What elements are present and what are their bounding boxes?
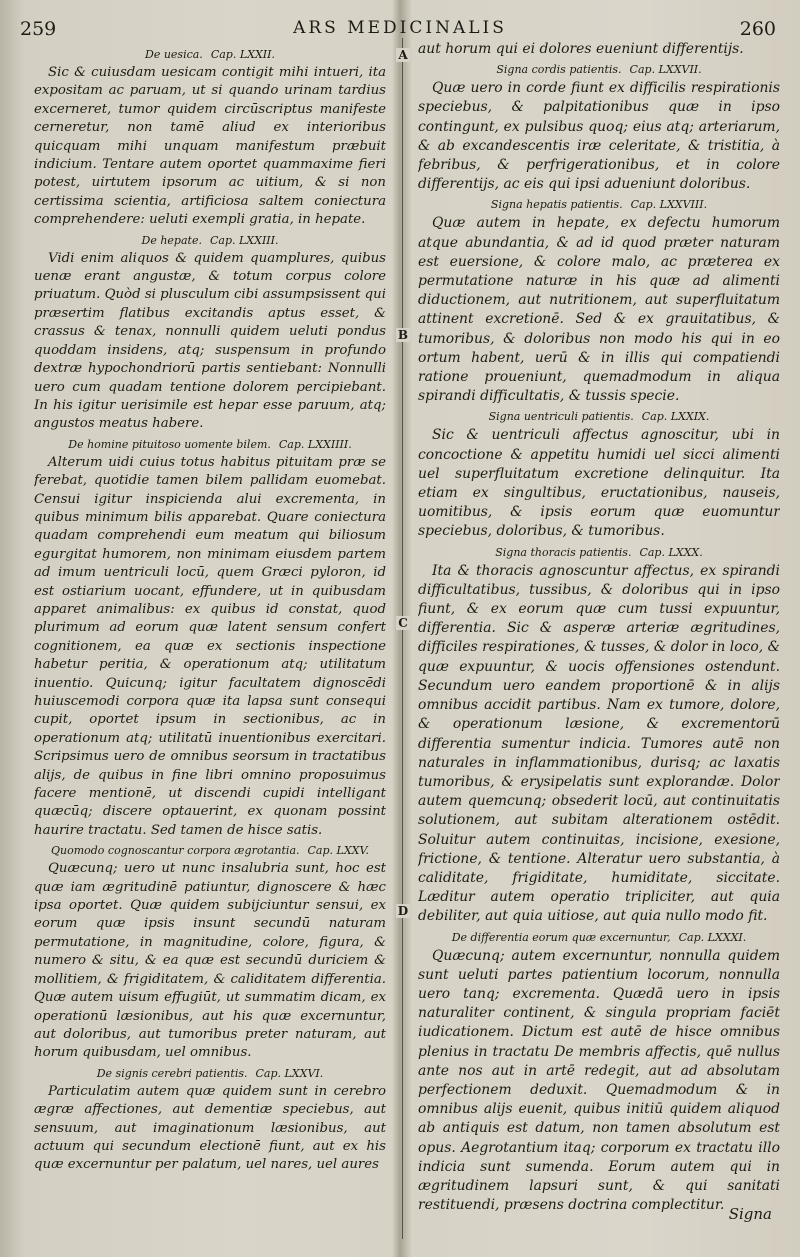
chapter-title: Signa hepatis patientis.	[490, 198, 623, 212]
chapter-section	[418, 407, 780, 541]
chapter-text: Sic & uentriculi affectus agnoscitur, ubi in concoctione & appetitu humidi uel sicci alimenti uel superfluitatum excretione delinquitur. Ita etiam ex singultibus, eructationibus, nauseis, uomitibus, & ipsis eorum quæ euomuntur speciebus, doloribus, & tumoribus.	[418, 427, 780, 540]
chapter-title: Signa uentriculi patientis.	[488, 410, 634, 424]
chapter-section	[418, 195, 780, 406]
chapter-heading	[418, 928, 780, 947]
chapter-heading	[34, 231, 386, 250]
chapter-title: De hepate.	[141, 233, 202, 247]
chapter-section	[34, 231, 386, 434]
chapter-text: Vidi enim aliquos & quidem quamplures, quibus uenæ erant angustæ, & totum corpus colore priuatum. Quòd si plusculum cibi assumpsissent qui præsertim flatibus excitandis aptus esset, & crassus & tenax, nonnulli quidem ueluti pondus quoddam insidens, atq; suspensum in profundo dextræ hypochondriorū partis sentiebant: Nonnulli uero cum quadam tentione dolorem percipiebant. In his igitur uerisimile est hepar esse paruum, atq; angustos meatus habere.	[34, 250, 386, 432]
chapter-number: Cap. LXXVII.	[629, 63, 702, 77]
chapter-heading	[418, 60, 780, 79]
chapter-title: De uesica.	[145, 48, 203, 61]
chapter-heading	[34, 841, 386, 860]
running-title: ARS MEDICINALIS	[293, 18, 507, 38]
chapter-number: Cap. LXXVIII.	[630, 198, 708, 212]
chapter-text: Quæ autem in hepate, ex defectu humorum atque abundantia, & ad id quod præter naturam est euersione, & colore malo, ac præterea ex permutatione naturæ in his quæ ad alimenti diductionem, aut nutritionem, aut superfluitatum attinent excretionē. Sed & ex grauitatibus, & tumoribus, & doloribus non modo his qui in eo ortum habent, uerū & in illis qui compatiendi ratione proueniunt, quemadmodum in aliqua spirandi difficultatis, & tussis specie.	[418, 215, 780, 405]
chapter-number: Cap. LXXV.	[307, 844, 369, 858]
chapter-title: De homine pituitoso uomente bilem.	[68, 437, 271, 451]
chapter-heading	[418, 407, 780, 426]
column-gutter	[396, 38, 410, 1239]
chapter-heading	[34, 1064, 386, 1083]
chapter-section	[34, 1064, 386, 1175]
chapter-heading	[418, 543, 780, 562]
gutter-rule	[402, 38, 403, 1239]
chapter-section	[34, 841, 386, 1062]
chapter-heading	[418, 195, 780, 214]
chapter-section	[418, 928, 780, 1216]
chapter-title: De signis cerebri patientis.	[96, 1066, 248, 1080]
chapter-text: Particulatim autem quæ quidem sunt in cerebro ægræ affectiones, aut dementiæ speciebus, aut sensuum, aut imaginationum læsionibus, aut actuum qui secundum electionē fiunt, aut ex his quæ excernuntur per palatum, uel nares, uel aures	[34, 1083, 386, 1173]
catchword: Signa	[728, 1205, 772, 1223]
right-page-number: 260	[739, 18, 776, 40]
chapter-text: Quæcunq; autem excernuntur, nonnulla quidem sunt ueluti partes patientium locorum, nonnulla uero tanq; excrementa. Quædā uero in ipsis naturaliter continent, & singula propriam faciēt iudicationem. Dictum est autē de hisce omnibus plenius in tractatu De membris affectis, quē nullus ante nos aut in artē redegit, aut ad absolutam perfectionem deduxit. Quemadmodum & in omnibus alijs euenit, quibus initiū quidem aliquod ab antiquis est datum, non tamen absolutum est opus. Aegrotantium itaq; corporum ex tractatu illo indicia sunt sumenda. Eorum autem qui in ægritudinem lapsuri sunt, & qui sanitati restituendi, præsens doctrina complectitur.	[418, 947, 780, 1214]
margin-marker-c: C	[396, 616, 410, 630]
chapter-text: Ita & thoracis agnoscuntur affectus, ex spirandi difficultatibus, tussibus, & doloribus qui in ipso fiunt, & ex eorum quæ cum tussi expuuntur, differentia. Sic & asperæ arteriæ ægritudines, difficiles respirationes, & tusses, & dolor in loco, & quæ expuuntur, & uocis offensiones ostendunt. Secundum uero eandem proportionē & in alijs omnibus accidit partibus. Nam ex tumore, dolore, & operationum læsione, & excrementorū differentia sumentur indicia. Tumores autē non naturales in inflammationibus, durisq; ac laxatis tumoribus, & erysipelatis sunt explorandæ. Dolor autem quemcunq; obsederit locū, aut continuitatis solutionem, aut subitam alterationem ostēdit. Soluitur autem continuitas, incisione, exesione, frictione, & tentione. Alteratur uero substantia, à caliditate, frigiditate, humiditate, siccitate. Læditur autem operatio tripliciter, aut quia debiliter, aut quia uitiose, aut quia nullo modo fit.	[418, 562, 780, 925]
margin-marker-b: B	[397, 328, 409, 342]
continued-text-section	[418, 40, 780, 59]
chapter-number: Cap. LXXIIII.	[278, 437, 352, 451]
chapter-text: Alterum uidi cuius totus habitus pituitam præ se ferebat, quotidie tamen bilem pallidam euomebat. Censui igitur inspicienda alui excrementa, in quibus minimum bilis apparebat. Quare coniectura quadam comprehendi eum meatum qui biliosum egurgitat humorem, non minimam eiusdem partem ad imum uentriculi locū, quem Græci pyloron, id est ostiarium uocant, effundere, ut in quibusdam apparet animalibus: ex quibus id constat, quod plurimum ad eorum quæ latent sensum confert cognitionem, ea quæ ex sectionis inspectione habetur peritia, & operationum atq; utilitatum inuentio. Quicunq; igitur facultatem dignoscēdi huiuscemodi corpora quæ ita lapsa sunt consequi cupit, oportet ipsum in sectionibus, ac in operationum atq; utilitatū inuentionibus exercitari. Scripsimus uero de omnibus seorsum in tractatibus alijs, de quibus in fine libri omnino proposuimus facere mentionē, ut discendi cupidi intelligant quæcūq; discere optauerint, ex quonam possint haurire tractatu. Sed tamen de hisce satis.	[34, 454, 386, 838]
chapter-section	[418, 60, 780, 194]
chapter-title: Signa cordis patientis.	[496, 63, 622, 77]
margin-marker-d: D	[397, 904, 409, 918]
chapter-title: Signa thoracis patientis.	[495, 545, 632, 559]
margin-marker-a: A	[396, 48, 410, 62]
chapter-number: Cap. LXXVI.	[255, 1066, 324, 1080]
chapter-heading	[34, 435, 386, 454]
chapter-section	[418, 543, 780, 927]
continued-text: aut horum qui ei dolores eueniunt differentijs.	[418, 41, 744, 57]
right-column	[418, 40, 780, 1237]
chapter-number: Cap. LXXIX.	[641, 410, 710, 424]
chapter-number: Cap. LXXII.	[210, 48, 275, 61]
left-column	[34, 44, 386, 1237]
chapter-heading	[34, 45, 386, 64]
chapter-section	[34, 45, 386, 230]
chapter-number: Cap. LXXXI.	[678, 930, 747, 944]
chapter-title: De differentia eorum quæ excernuntur,	[451, 930, 671, 944]
chapter-title: Quomodo cognoscantur corpora ægrotantia.	[50, 844, 300, 858]
chapter-text: Sic & cuiusdam uesicam contigit mihi intueri, ita expositam ac paruam, ut si quando urinam tardius excerneret, tumor quidem circūscriptus manifeste cerneretur, non tamē aliud ex interioribus quicquam mihi unquam manifestum præbuit indicium. Tentare autem oportet quammaxime fieri potest, uirtutem ipsorum ac uitium, & si non certissima scientia, artificiosa saltem coniectura comprehendere: ueluti exempli gratia, in hepate.	[34, 65, 386, 228]
chapter-number: Cap. LXXIII.	[209, 233, 279, 247]
chapter-text: Quæcunq; uero ut nunc insalubria sunt, hoc est quæ iam ægritudinē patiuntur, dignoscere & hæc ipsa oportet. Quæ quidem subijciuntur sensui, ex eorum quæ ipsis insunt secundū naturam permutatione, in magnitudine, colore, figura, & numero & situ, & ea quæ est secundū duriciem & mollitiem, & frigiditatem, & caliditatem differentia. Quæ autem uisum effugiūt, ut summatim dicam, ex operationū læsionibus, aut his quæ excernuntur, aut doloribus, aut tumoribus preter naturam, aut horum quibusdam, uel omnibus.	[34, 861, 386, 1061]
chapter-section	[34, 435, 386, 841]
left-page-number: 259	[20, 18, 57, 40]
chapter-text: Quæ uero in corde fiunt ex difficilis respirationis speciebus, & palpitationibus quæ in ipso contingunt, ex pulsibus quoq; eius atq; arteriarum, & ab excandescentis iræ celeritate, & tristitia, à febribus, & perfrigerationibus, et in colore differentijs, ac eis qui ipsi adueniunt doloribus.	[418, 80, 780, 193]
chapter-number: Cap. LXXX.	[639, 545, 703, 559]
